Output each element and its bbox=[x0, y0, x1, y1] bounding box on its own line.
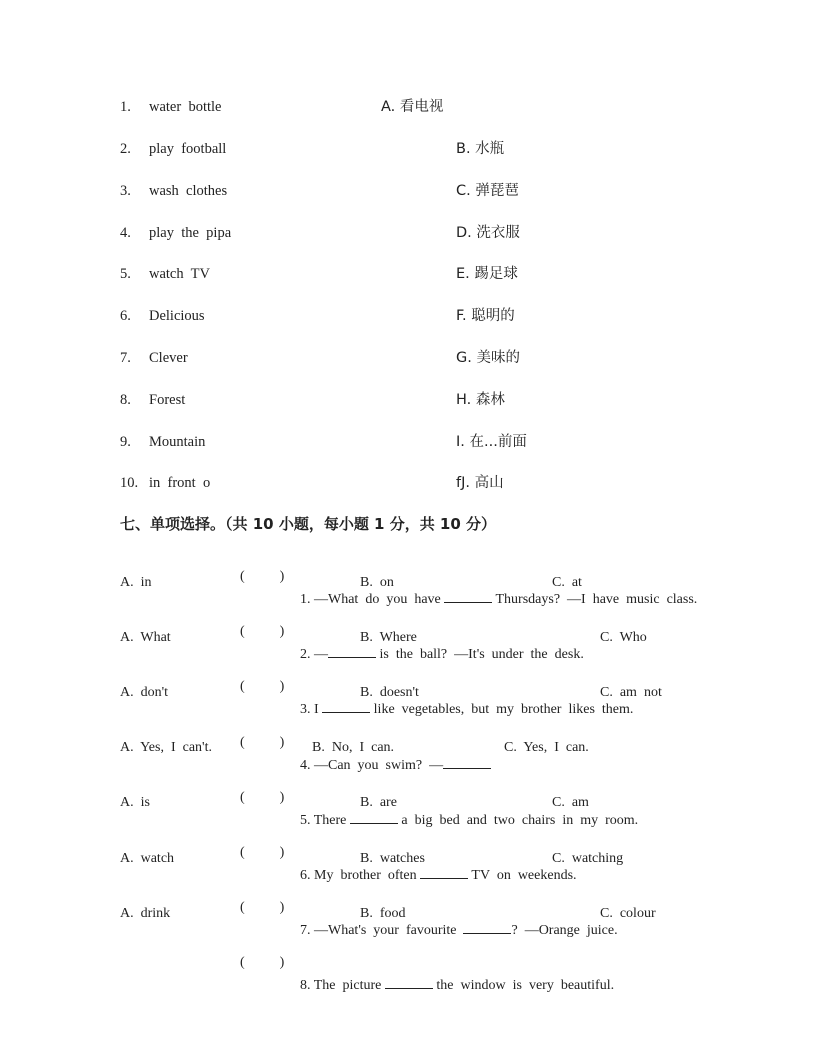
match-row bbox=[0, 179, 816, 203]
match-english: Clever bbox=[149, 350, 188, 366]
question-text-pre: 8. The picture bbox=[300, 978, 385, 993]
question-text-pre: 1. —What do you have bbox=[300, 592, 445, 607]
answer-paren: ( ) bbox=[240, 679, 285, 694]
answer-paren: ( ) bbox=[240, 845, 285, 860]
option-b: B. on bbox=[360, 575, 394, 590]
match-number: 1. bbox=[120, 99, 131, 115]
match-row bbox=[0, 95, 816, 119]
option-a: A. Yes, I can't. bbox=[120, 740, 212, 755]
question-text-pre: 3. I bbox=[300, 702, 323, 717]
option-a: A. in bbox=[120, 575, 152, 590]
question-text-pre: 6. My brother often bbox=[300, 868, 421, 883]
option-b: B. doesn't bbox=[360, 685, 419, 700]
match-english: Mountain bbox=[149, 434, 206, 450]
match-number: 4. bbox=[120, 225, 131, 241]
match-english: water bottle bbox=[149, 99, 222, 115]
match-english: watch TV bbox=[149, 266, 210, 282]
question-text-post: is the ball? —It's under the desk. bbox=[376, 647, 584, 662]
option-b: B. Where bbox=[360, 630, 417, 645]
option-c: C. watching bbox=[552, 851, 624, 866]
answer-paren: ( ) bbox=[240, 624, 285, 639]
match-row bbox=[0, 388, 816, 412]
option-c: C. am not bbox=[600, 685, 662, 700]
match-chinese: G. 美味的 bbox=[456, 350, 520, 366]
option-a: A. is bbox=[120, 795, 150, 810]
question-text-post: like vegetables, but my brother likes them. bbox=[370, 702, 634, 717]
option-c: C. Yes, I can. bbox=[504, 740, 589, 755]
option-b: B. are bbox=[360, 795, 397, 810]
match-row bbox=[0, 430, 816, 454]
question-text-post: Thursdays? —I have music class. bbox=[492, 592, 698, 607]
answer-paren: ( ) bbox=[240, 955, 285, 970]
option-c: C. colour bbox=[600, 906, 656, 921]
question-text-pre: 2. — bbox=[300, 647, 328, 662]
option-a: A. What bbox=[120, 630, 171, 645]
option-b: B. watches bbox=[360, 851, 425, 866]
section-title: 七、单项选择。（共 10 小题，每小题 1 分，共 10 分） bbox=[120, 515, 497, 533]
match-chinese: A. 看电视 bbox=[381, 99, 444, 115]
question-text-post: ? —Orange juice. bbox=[511, 923, 618, 938]
match-row bbox=[0, 137, 816, 161]
match-english: Delicious bbox=[149, 308, 205, 324]
option-c: C. am bbox=[552, 795, 589, 810]
match-chinese: H. 森林 bbox=[456, 392, 505, 408]
match-row bbox=[0, 262, 816, 286]
match-row bbox=[0, 346, 816, 370]
match-number: 10. bbox=[120, 475, 139, 491]
match-row bbox=[0, 471, 816, 495]
match-chinese: D. 洗衣服 bbox=[456, 225, 520, 241]
match-number: 8. bbox=[120, 392, 131, 408]
option-b: B. No, I can. bbox=[312, 740, 395, 755]
question-text-post: the window is very beautiful. bbox=[432, 978, 615, 993]
match-chinese: B. 水瓶 bbox=[456, 141, 505, 157]
option-a: A. don't bbox=[120, 685, 169, 700]
question-text-pre: 7. —What's your favourite bbox=[300, 923, 464, 938]
question-text-post: a big bed and two chairs in my room. bbox=[397, 813, 639, 828]
match-number: 5. bbox=[120, 266, 131, 282]
match-english: wash clothes bbox=[149, 183, 228, 199]
match-chinese: E. 踢足球 bbox=[456, 266, 518, 282]
match-number: 7. bbox=[120, 350, 131, 366]
question-text-pre: 4. —Can you swim? — bbox=[300, 758, 444, 773]
match-number: 2. bbox=[120, 141, 131, 157]
question-text-pre: 5. There bbox=[300, 813, 350, 828]
match-number: 3. bbox=[120, 183, 131, 199]
match-chinese: fJ. 高山 bbox=[456, 475, 504, 491]
answer-paren: ( ) bbox=[240, 900, 285, 915]
match-number: 9. bbox=[120, 434, 131, 450]
match-english: play the pipa bbox=[149, 225, 232, 241]
answer-paren: ( ) bbox=[240, 790, 285, 805]
answer-paren: ( ) bbox=[240, 569, 285, 584]
option-a: A. watch bbox=[120, 851, 175, 866]
match-chinese: I. 在...前面 bbox=[456, 434, 527, 450]
match-english: in front o bbox=[149, 475, 211, 491]
question-stem bbox=[120, 930, 720, 1018]
match-chinese: C. 弹琵琶 bbox=[456, 183, 519, 199]
option-a: A. drink bbox=[120, 906, 171, 921]
match-row bbox=[0, 221, 816, 245]
match-english: Forest bbox=[149, 392, 186, 408]
match-number: 6. bbox=[120, 308, 131, 324]
question-text-post: TV on weekends. bbox=[468, 868, 577, 883]
question-text bbox=[300, 974, 614, 997]
option-c: C. Who bbox=[600, 630, 647, 645]
match-english: play football bbox=[149, 141, 227, 157]
answer-paren: ( ) bbox=[240, 735, 285, 750]
answer-blank[interactable] bbox=[385, 974, 433, 989]
match-row bbox=[0, 304, 816, 328]
option-c: C. at bbox=[552, 575, 582, 590]
option-b: B. food bbox=[360, 906, 406, 921]
match-chinese: F. 聪明的 bbox=[456, 308, 515, 324]
